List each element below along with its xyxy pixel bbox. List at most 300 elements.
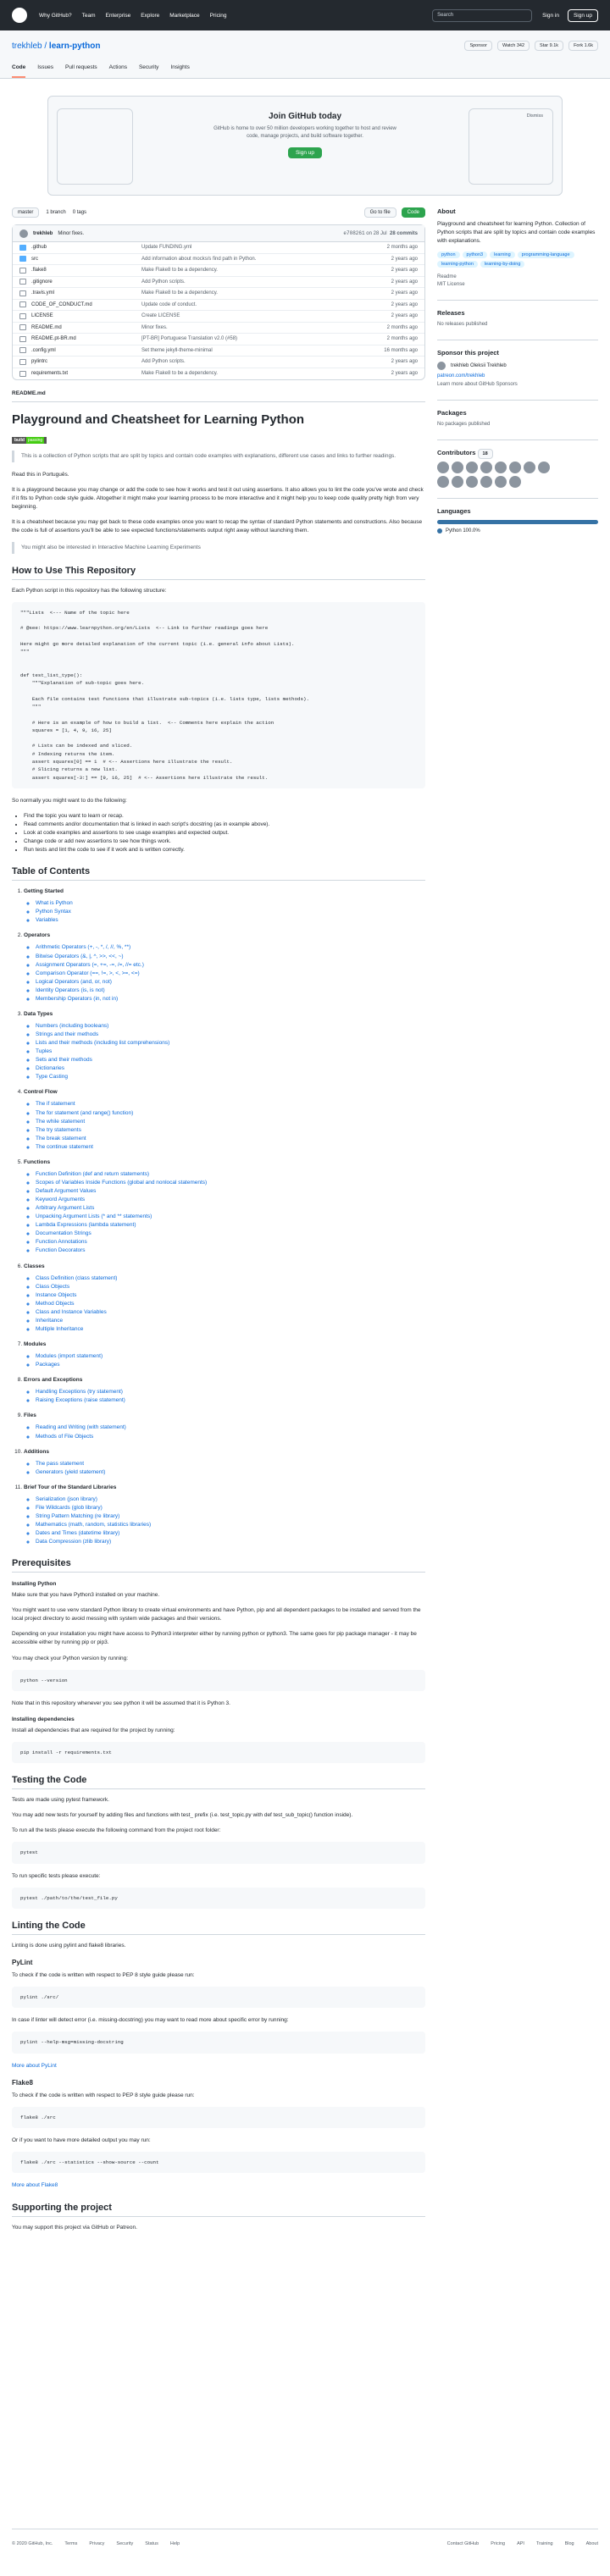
toc-link[interactable]: ◦ Raising Exceptions (raise statement) bbox=[36, 1396, 425, 1405]
toc-sublist bbox=[24, 1352, 425, 1369]
toc-section-title[interactable]: Errors and Exceptions bbox=[24, 1377, 83, 1384]
toc-link[interactable]: ◦ Lambda Expressions (lambda statement) bbox=[36, 1221, 425, 1230]
install-p2: You might want to use venv standard Python library to create virtual environments and have Python, pip and all dependent packages to be installed and served from the local project directory to avoid messing with system wide packages and their versions. bbox=[12, 1607, 421, 1622]
signin-link[interactable]: Sign in bbox=[542, 12, 559, 19]
file-icon bbox=[19, 359, 26, 365]
footer-security[interactable]: Security bbox=[116, 2541, 134, 2546]
tab-issues[interactable]: Issues bbox=[37, 64, 54, 70]
file-row[interactable] bbox=[13, 311, 424, 323]
toc-section-title[interactable]: Data Types bbox=[24, 1010, 53, 1017]
avatar[interactable] bbox=[466, 476, 478, 488]
file-name[interactable]: .config.yml bbox=[31, 347, 56, 353]
toc-link[interactable]: ◦ Python Syntax bbox=[36, 908, 425, 916]
topic-tag[interactable]: learning-by-doing bbox=[480, 261, 525, 268]
topic-tag[interactable]: python bbox=[437, 252, 460, 258]
readme-quote: This is a collection of Python scripts that are split by topics and contain code examples with explanations, different use cases and links to further readings. bbox=[12, 451, 425, 462]
tab-actions[interactable]: Actions bbox=[108, 64, 127, 70]
footer-copyright: © 2020 GitHub, Inc. bbox=[12, 2541, 53, 2546]
nav-why-github[interactable]: Why GitHub? bbox=[39, 12, 72, 19]
toc-link[interactable]: ◦ What is Python bbox=[36, 899, 425, 908]
toc-section-title[interactable]: Getting Started bbox=[24, 888, 64, 895]
commit-meta bbox=[343, 230, 418, 236]
avatar[interactable] bbox=[437, 476, 449, 488]
file-toolbar bbox=[12, 207, 425, 218]
footer-status[interactable]: Status bbox=[145, 2541, 158, 2546]
toc-link[interactable]: ◦ The continue statement bbox=[36, 1143, 425, 1152]
test-p2: You may add new tests for yourself by adding files and functions with test_ prefix (i.e. test_topic.py with def test_sub_topic() function inside). bbox=[12, 1812, 353, 1819]
avatar[interactable] bbox=[509, 462, 521, 473]
global-header bbox=[0, 0, 610, 30]
banner-illustration-right bbox=[469, 108, 553, 185]
toc-section bbox=[24, 1376, 425, 1405]
avatar[interactable] bbox=[466, 462, 478, 473]
toc-link[interactable]: ◦ Inheritance bbox=[36, 1317, 425, 1325]
footer-privacy[interactable]: Privacy bbox=[89, 2541, 105, 2546]
file-row[interactable] bbox=[13, 345, 424, 357]
file-name[interactable]: LICENSE bbox=[31, 313, 53, 319]
license-link[interactable]: MIT License bbox=[437, 282, 465, 288]
sponsor-title: Sponsor this project bbox=[437, 349, 499, 357]
file-name[interactable]: src bbox=[31, 256, 38, 262]
toc-link[interactable]: ◦ The try statements bbox=[36, 1126, 425, 1135]
join-github-banner bbox=[47, 96, 563, 196]
page-footer bbox=[12, 2529, 598, 2546]
avatar[interactable] bbox=[480, 476, 492, 488]
toc-link[interactable]: ◦ Methods of File Objects bbox=[36, 1433, 425, 1441]
toc-link[interactable]: ◦ Instance Objects bbox=[36, 1291, 425, 1300]
install-p5: Note that in this repository whenever you see python it will be assumed that it is Python 3. bbox=[12, 1700, 230, 1706]
avatar[interactable] bbox=[452, 462, 463, 473]
toc-link[interactable]: ◦ The pass statement bbox=[36, 1460, 425, 1468]
toc-link[interactable]: ◦ Scopes of Variables Inside Functions (global and nonlocal statements) bbox=[36, 1179, 425, 1187]
code-flake8: flake8 ./src bbox=[12, 2107, 425, 2128]
language-python[interactable]: Python 100.0% bbox=[437, 528, 598, 533]
flake8-p2: Or if you want to have more detailed output you may run: bbox=[12, 2137, 151, 2144]
file-name[interactable]: .github bbox=[31, 245, 47, 251]
toc-link[interactable]: ◦ String Pattern Matching (re library) bbox=[36, 1512, 425, 1521]
file-time: 2 years ago bbox=[391, 268, 418, 274]
readme-header: README.md bbox=[12, 390, 425, 402]
file-icon bbox=[19, 324, 26, 330]
toc-sublist bbox=[24, 1388, 425, 1405]
avatar[interactable] bbox=[524, 462, 535, 473]
footer-blog[interactable]: Blog bbox=[564, 2541, 574, 2546]
toc-link[interactable]: ◦ Reading and Writing (with statement) bbox=[36, 1423, 425, 1432]
list-item: • Run tests and lint the code to see if it work and is written correctly. bbox=[24, 846, 425, 854]
code-deps: pip install -r requirements.txt bbox=[12, 1742, 425, 1763]
github-logo-icon[interactable] bbox=[12, 8, 27, 23]
repo-name-link[interactable]: learn-python bbox=[48, 41, 101, 51]
toc-sublist bbox=[24, 899, 425, 925]
toc-link[interactable]: ◦ Membership Operators (in, not in) bbox=[36, 995, 425, 1003]
install-p3: Depending on your installation you might have access to Python3 interpreter either by running python or python3. The same goes for pip package manager - it may be accessible either by running pip or pip3. bbox=[12, 1631, 417, 1646]
contributors-title[interactable]: Contributors 18 bbox=[437, 449, 598, 456]
toc-section-title[interactable]: Functions bbox=[24, 1158, 51, 1165]
about-title: About bbox=[437, 207, 456, 215]
fork-button[interactable]: Fork 1.6k bbox=[568, 41, 598, 51]
toc-link[interactable]: ◦ Tuples bbox=[36, 1048, 425, 1056]
toc-link[interactable]: ◦ Class Definition (class statement) bbox=[36, 1274, 425, 1283]
toc-link[interactable]: ◦ Handling Exceptions (try statement) bbox=[36, 1388, 425, 1396]
toc-link[interactable]: ◦ Method Objects bbox=[36, 1300, 425, 1308]
toc-section bbox=[24, 1448, 425, 1477]
avatar[interactable] bbox=[495, 476, 507, 488]
languages-section bbox=[437, 499, 598, 544]
languages-title: Languages bbox=[437, 507, 471, 516]
repo-owner-link[interactable]: trekhleb bbox=[12, 41, 42, 51]
releases-title[interactable]: Releases bbox=[437, 309, 465, 318]
toc-sublist bbox=[24, 1100, 425, 1151]
file-name[interactable]: CODE_OF_CONDUCT.md bbox=[31, 301, 92, 307]
search-input[interactable]: Search bbox=[432, 9, 532, 22]
avatar[interactable] bbox=[19, 229, 28, 238]
toc-link[interactable]: ◦ The while statement bbox=[36, 1118, 425, 1126]
repo-tabs bbox=[12, 59, 598, 78]
toc-sublist bbox=[24, 1460, 425, 1477]
toc-link[interactable]: ◦ Lists and their methods (including list comprehensions) bbox=[36, 1039, 425, 1048]
file-icon bbox=[19, 336, 26, 342]
sponsor-user[interactable]: trekhleb Oleksii Trekhleb bbox=[451, 363, 507, 369]
list-item: • Find the topic you want to learn or recap. bbox=[24, 812, 425, 821]
toc-section bbox=[24, 1010, 425, 1082]
heading-installing-python: Installing Python bbox=[12, 1581, 57, 1588]
tags-link[interactable]: 0 tags bbox=[72, 210, 87, 215]
readme-title: Playground and Cheatsheet for Learning Python bbox=[12, 412, 305, 427]
toc-link[interactable]: ◦ The if statement bbox=[36, 1100, 425, 1108]
toc-link[interactable]: ◦ Bitwise Operators (&, |, ^, >>, <<, ~) bbox=[36, 953, 425, 961]
file-time: 2 years ago bbox=[391, 313, 418, 319]
toc-list bbox=[12, 887, 425, 1546]
contributors-count: 18 bbox=[478, 449, 493, 459]
file-name[interactable]: README.pt-BR.md bbox=[31, 336, 76, 342]
normally-text: So normally you might want to do the following: bbox=[12, 797, 127, 804]
toc-section-title[interactable]: Brief Tour of the Standard Libraries bbox=[24, 1484, 117, 1490]
file-time: 2 years ago bbox=[391, 371, 418, 377]
toc-link[interactable]: ◦ Arithmetic Operators (+, -, *, /, //, %, **) bbox=[36, 943, 425, 952]
heading-prerequisites: Prerequisites bbox=[12, 1558, 425, 1573]
file-row[interactable] bbox=[13, 323, 424, 334]
avatar[interactable] bbox=[495, 462, 507, 473]
file-row[interactable] bbox=[13, 242, 424, 254]
toc-link[interactable]: ◦ Function Annotations bbox=[36, 1238, 425, 1247]
toc-section bbox=[24, 1263, 425, 1335]
toc-link[interactable]: ◦ Assignment Operators (=, +=, -=, /=, //= etc.) bbox=[36, 961, 425, 970]
structure-code-block: """Lists <--- Name of the topic here # @see: https://www.learnpython.org/en/Lists <-- Link to further readings goes here Here might go more detailed explanation of the current topic (i.e. general info about Lists). """ def test_list_type(): """Explanation of sub-topic goes here. Each file contains test functions that illustrate sub-topics (i.e. lists type, lists methods). """ # Here is an example of how to build a list. <-- Comments here explain the action squares = [1, 4, 9, 16, 25] # Lists can be indexed and sliced. # Indexing returns the item. assert squares[0] == 1 # <-- Assertions here illustrate the result. # Slicing returns a new list. assert squares[-3:] == [9, 16, 25] # <-- Assertions here illustrate the result. bbox=[12, 602, 425, 788]
toc-link[interactable]: ◦ Identity Operators (is, is not) bbox=[36, 987, 425, 995]
toc-link[interactable]: ◦ Packages bbox=[36, 1361, 425, 1369]
nav-pricing[interactable]: Pricing bbox=[209, 12, 227, 19]
heading-toc: Table of Contents bbox=[12, 866, 425, 881]
toc-link[interactable]: ◦ Modules (import statement) bbox=[36, 1352, 425, 1361]
toc-link[interactable]: ◦ Multiple Inheritance bbox=[36, 1325, 425, 1334]
list-item: • Change code or add new assertions to see how things work. bbox=[24, 837, 425, 846]
packages-title[interactable]: Packages bbox=[437, 409, 467, 417]
file-icon bbox=[19, 279, 26, 285]
code-version: python --version bbox=[12, 1670, 425, 1691]
file-commit-message[interactable]: [PT-BR] Portuguese Translation v2.0 (#58) bbox=[141, 336, 238, 342]
flake8-more-link[interactable]: More about Flake8 bbox=[12, 2182, 58, 2189]
ml-experiments-note[interactable]: You might also be interested in Interactive Machine Learning Experiments bbox=[12, 542, 425, 554]
banner-title: Join GitHub today bbox=[268, 112, 342, 121]
readme-paragraph-cheatsheet: It is a cheatsheet because you may get back to these code examples once you want to recap the syntax of standard Python statements and constructions. Also because the code is full of assertions you'll be able to see expected functions/statements output right away without launching them. bbox=[12, 519, 423, 534]
file-row[interactable] bbox=[13, 334, 424, 345]
file-row[interactable] bbox=[13, 288, 424, 300]
branches-link[interactable]: 1 branch bbox=[46, 210, 66, 215]
lint-p: Linting is done using pylint and flake8 libraries. bbox=[12, 1943, 126, 1949]
toc-section-title[interactable]: Classes bbox=[24, 1263, 45, 1269]
topic-tag[interactable]: python3 bbox=[463, 252, 488, 258]
file-row[interactable] bbox=[13, 368, 424, 380]
toc-link[interactable]: ◦ Variables bbox=[36, 916, 425, 925]
tab-insights[interactable]: Insights bbox=[170, 64, 190, 70]
code-pylint: pylint ./src/ bbox=[12, 1987, 425, 2008]
test-p4: To run specific tests please execute: bbox=[12, 1872, 101, 1879]
code-pytest: pytest bbox=[12, 1842, 425, 1863]
footer-help[interactable]: Help bbox=[169, 2541, 180, 2546]
commit-time: on 28 Jul bbox=[366, 231, 387, 236]
toc-section-title[interactable]: Control Flow bbox=[24, 1089, 58, 1096]
commits-count[interactable]: 28 commits bbox=[389, 231, 418, 236]
nav-enterprise[interactable]: Enterprise bbox=[105, 12, 131, 19]
file-time: 16 months ago bbox=[384, 347, 418, 353]
list-item: • Look at code examples and assertions to see usage examples and expected output. bbox=[24, 829, 425, 837]
footer-contact[interactable]: Contact GitHub bbox=[446, 2541, 480, 2546]
file-commit-message[interactable]: Update FUNDING.yml bbox=[141, 245, 192, 251]
heading-linting: Linting the Code bbox=[12, 1921, 425, 1935]
packages-text: No packages published bbox=[437, 422, 491, 428]
file-icon bbox=[19, 268, 26, 274]
repo-title: trekhleb / learn-python bbox=[12, 41, 101, 51]
toc-link[interactable]: ◦ Strings and their methods bbox=[36, 1031, 425, 1039]
toc-link[interactable]: ◦ Dictionaries bbox=[36, 1064, 425, 1073]
watch-button[interactable]: Watch 342 bbox=[497, 41, 530, 51]
file-commit-message[interactable]: Add Python scripts. bbox=[141, 359, 186, 365]
toc-link[interactable]: ◦ Keyword Arguments bbox=[36, 1196, 425, 1204]
toc-section bbox=[24, 931, 425, 1003]
toc-link[interactable]: ◦ Class and Instance Variables bbox=[36, 1308, 425, 1317]
file-commit-message[interactable]: Set theme jekyll-theme-minimal bbox=[141, 347, 213, 353]
code-flake8-stats: flake8 ./src --statistics --show-source --count bbox=[12, 2152, 425, 2173]
language-bar bbox=[437, 520, 598, 524]
code-pylint-help: pylint --help-msg=missing-docstring bbox=[12, 2032, 425, 2053]
star-button[interactable]: Star 9.1k bbox=[535, 41, 563, 51]
folder-icon bbox=[19, 256, 26, 262]
toc-link[interactable]: ◦ Type Casting bbox=[36, 1073, 425, 1081]
how-text: Each Python script in this repository has the following structure: bbox=[12, 587, 167, 594]
readme-link[interactable]: Readme bbox=[437, 274, 457, 280]
avatar[interactable] bbox=[509, 476, 521, 488]
toc-section bbox=[24, 1484, 425, 1546]
toc-link[interactable]: ◦ Unpacking Argument Lists (* and ** statements) bbox=[36, 1213, 425, 1221]
heading-installing-deps: Installing dependencies bbox=[12, 1716, 75, 1722]
steps-list bbox=[12, 812, 425, 854]
toc-section-title[interactable]: Operators bbox=[24, 932, 51, 939]
file-name[interactable]: README.md bbox=[31, 324, 62, 330]
toc-link[interactable]: ◦ Dates and Times (datetime library) bbox=[36, 1529, 425, 1538]
toc-link[interactable]: ◦ Comparison Operator (==, !=, >, <, >=, <=) bbox=[36, 970, 425, 978]
file-browser bbox=[12, 224, 425, 380]
about-text: Playground and cheatsheet for learning Python. Collection of Python scripts that are split by topics and contain code examples with explanations. bbox=[437, 221, 596, 244]
pylint-more-link[interactable]: More about PyLint bbox=[12, 2062, 57, 2069]
toc-section bbox=[24, 1088, 425, 1151]
sponsor-section bbox=[437, 340, 598, 401]
file-time: 2 years ago bbox=[391, 301, 418, 307]
test-p1: Tests are made using pytest framework. bbox=[12, 1797, 109, 1804]
branch-select[interactable]: master bbox=[12, 207, 39, 218]
readme-body bbox=[12, 412, 425, 2232]
toc-section bbox=[24, 1158, 425, 1256]
topic-tag[interactable]: programming-language bbox=[518, 252, 574, 258]
file-time: 2 months ago bbox=[386, 336, 418, 342]
footer-api[interactable]: API bbox=[517, 2541, 524, 2546]
toc-link[interactable]: ◦ Default Argument Values bbox=[36, 1187, 425, 1196]
read-in-portuguese[interactable]: Read this in Português. bbox=[12, 471, 69, 478]
banner-signup-button[interactable]: Sign up bbox=[288, 147, 322, 158]
file-time: 2 months ago bbox=[386, 324, 418, 330]
latest-commit bbox=[13, 225, 424, 242]
support-p: You may support this project via GitHub or Patreon. bbox=[12, 2224, 137, 2231]
topics-list bbox=[437, 252, 598, 268]
file-name[interactable]: .flake8 bbox=[31, 268, 47, 274]
footer-pricing[interactable]: Pricing bbox=[491, 2541, 506, 2546]
code-download-button[interactable]: Code bbox=[402, 207, 425, 218]
tab-security[interactable]: Security bbox=[138, 64, 159, 70]
file-commit-message[interactable]: Create LICENSE bbox=[141, 313, 180, 319]
file-row[interactable] bbox=[13, 357, 424, 368]
pylint-p1: To check if the code is written with respect to PEP 8 style guide please run: bbox=[12, 1972, 195, 1979]
file-commit-message[interactable]: Add Python scripts. bbox=[141, 279, 186, 285]
global-nav bbox=[39, 13, 227, 19]
toc-link[interactable]: ◦ Generators (yield statement) bbox=[36, 1468, 425, 1477]
toc-link[interactable]: ◦ Function Definition (def and return statements) bbox=[36, 1170, 425, 1179]
nav-marketplace[interactable]: Marketplace bbox=[169, 12, 200, 19]
toc-link[interactable]: ◦ Arbitrary Argument Lists bbox=[36, 1204, 425, 1213]
file-row[interactable] bbox=[13, 300, 424, 312]
toc-sublist bbox=[24, 1495, 425, 1546]
about-section bbox=[437, 207, 598, 301]
file-commit-message[interactable]: Make Flake8 to be a dependency. bbox=[141, 268, 218, 274]
commit-author[interactable]: trekhleb bbox=[33, 230, 53, 236]
toc-section bbox=[24, 1341, 425, 1369]
avatar[interactable] bbox=[538, 462, 550, 473]
file-commit-message[interactable]: Update code of conduct. bbox=[141, 301, 197, 307]
avatar[interactable] bbox=[452, 476, 463, 488]
signup-button[interactable]: Sign up bbox=[568, 9, 598, 22]
avatar[interactable] bbox=[480, 462, 492, 473]
file-row[interactable] bbox=[13, 265, 424, 277]
footer-training[interactable]: Training bbox=[535, 2541, 553, 2546]
file-row[interactable] bbox=[13, 254, 424, 266]
heading-supporting: Supporting the project bbox=[12, 2203, 425, 2217]
footer-about[interactable]: About bbox=[585, 2541, 598, 2546]
heading-flake8: Flake8 bbox=[12, 2078, 33, 2087]
file-name[interactable]: requirements.txt bbox=[31, 371, 69, 377]
toc-section-title[interactable]: Files bbox=[24, 1412, 36, 1419]
commit-message[interactable]: Minor fixes. bbox=[58, 230, 85, 236]
toc-link[interactable]: ◦ Class Objects bbox=[36, 1283, 425, 1291]
main-column bbox=[12, 207, 425, 2239]
heading-how-to-use: How to Use This Repository bbox=[12, 566, 425, 580]
dismiss-button[interactable]: Dismiss bbox=[526, 113, 543, 119]
tab-code[interactable]: Code bbox=[12, 59, 25, 78]
file-time: 2 years ago bbox=[391, 359, 418, 365]
toc-sublist bbox=[24, 1170, 425, 1256]
contributors-avatars bbox=[437, 462, 556, 488]
toc-link[interactable]: ◦ Documentation Strings bbox=[36, 1230, 425, 1238]
file-icon bbox=[19, 347, 26, 353]
nav-team[interactable]: Team bbox=[81, 12, 96, 19]
toc-section bbox=[24, 1412, 425, 1440]
file-commit-message[interactable]: Make Flake8 to be a dependency. bbox=[141, 371, 218, 377]
file-time: 2 years ago bbox=[391, 279, 418, 285]
toc-link[interactable]: ◦ Numbers (including booleans) bbox=[36, 1022, 425, 1031]
avatar[interactable] bbox=[437, 362, 446, 370]
toc-link[interactable]: ◦ File Wildcards (glob library) bbox=[36, 1504, 425, 1512]
file-commit-message[interactable]: Make Flake8 to be a dependency. bbox=[141, 290, 218, 296]
test-p3: To run all the tests please execute the following command from the project root folder: bbox=[12, 1827, 221, 1834]
repo-header bbox=[0, 30, 610, 79]
toc-section bbox=[24, 887, 425, 925]
contributors-section bbox=[437, 440, 598, 499]
footer-terms[interactable]: Terms bbox=[64, 2541, 78, 2546]
toc-link[interactable]: ◦ Function Decorators bbox=[36, 1247, 425, 1255]
topic-tag[interactable]: learning bbox=[490, 252, 515, 258]
avatar[interactable] bbox=[437, 462, 449, 473]
toc-link[interactable]: ◦ Sets and their methods bbox=[36, 1056, 425, 1064]
file-icon bbox=[19, 313, 26, 319]
tab-pull-requests[interactable]: Pull requests bbox=[65, 64, 97, 70]
toc-link[interactable]: ◦ Data Compression (zlib library) bbox=[36, 1538, 425, 1546]
file-row[interactable] bbox=[13, 277, 424, 289]
toc-sublist bbox=[24, 943, 425, 1003]
commit-hash[interactable]: e708261 bbox=[343, 230, 365, 236]
toc-section-title[interactable]: Additions bbox=[24, 1448, 49, 1455]
install-p1: Make sure that you have Python3 installed on your machine. bbox=[12, 1592, 160, 1599]
file-time: 2 years ago bbox=[391, 256, 418, 262]
file-time: 2 months ago bbox=[386, 245, 418, 251]
file-icon bbox=[19, 301, 26, 307]
readme-paragraph-playground: It is a playground because you may change or add the code to see how it works and test it out using assertions. It also allows you to lint the code you've wrote and check if it fits to Python code style guide. Altogether it might make your learning process to be more interactive and it might help you to keep code quality pretty high from very beginning. bbox=[12, 486, 424, 510]
banner-illustration-left bbox=[57, 108, 133, 185]
build-badge[interactable]: build passing bbox=[12, 437, 47, 444]
toc-link[interactable]: ◦ The break statement bbox=[36, 1135, 425, 1143]
file-name[interactable]: .gitignore bbox=[31, 279, 53, 285]
topic-tag[interactable]: learning-python bbox=[437, 261, 478, 268]
file-icon bbox=[19, 371, 26, 377]
file-name[interactable]: pylintrc bbox=[31, 359, 48, 365]
pylint-p2: In case if linter will detect error (i.e. missing-docstring) you may want to read more about specific error by running: bbox=[12, 2017, 289, 2024]
list-item: • Read comments and/or documentation that is linked in each script's docstring (as in example above). bbox=[24, 821, 425, 829]
toc-link[interactable]: ◦ Serialization (json library) bbox=[36, 1495, 425, 1504]
sponsors-learn-more[interactable]: Learn more about GitHub Sponsors bbox=[437, 382, 518, 388]
releases-section bbox=[437, 301, 598, 340]
toc-link[interactable]: ◦ The for statement (and range() function) bbox=[36, 1109, 425, 1118]
file-commit-message[interactable]: Add information about mocks/s find path in Python. bbox=[141, 256, 257, 262]
toc-link[interactable]: ◦ Logical Operators (and, or, not) bbox=[36, 978, 425, 987]
install-p4: You may check your Python version by running: bbox=[12, 1655, 129, 1661]
heading-pylint: PyLint bbox=[12, 1959, 33, 1967]
sponsor-button[interactable]: Sponsor bbox=[464, 41, 492, 51]
patreon-link[interactable]: patreon.com/trekhleb bbox=[437, 373, 485, 379]
nav-explore[interactable]: Explore bbox=[141, 12, 160, 19]
toc-section-title[interactable]: Modules bbox=[24, 1341, 47, 1348]
toc-link[interactable]: ◦ Mathematics (math, random, statistics libraries) bbox=[36, 1521, 425, 1529]
packages-section bbox=[437, 401, 598, 440]
go-to-file-button[interactable]: Go to file bbox=[364, 207, 396, 218]
toc-sublist bbox=[24, 1022, 425, 1081]
file-commit-message[interactable]: Minor fixes. bbox=[141, 324, 168, 330]
file-name[interactable]: .travis.yml bbox=[31, 290, 54, 296]
